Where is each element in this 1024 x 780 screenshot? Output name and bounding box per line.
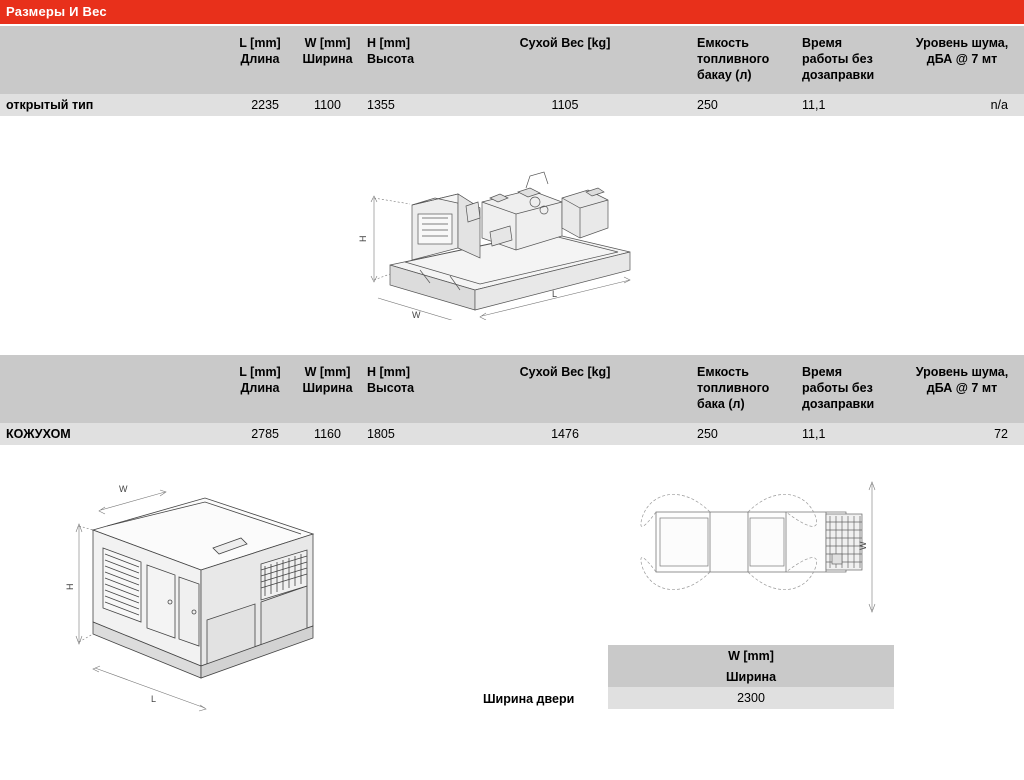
enclosed-header-fuel-tank: Емкость топливного бака (л) bbox=[690, 355, 795, 423]
open-header-fuel-tank: Емкость топливного бакау (л) bbox=[690, 26, 795, 94]
door-width-value: 2300 bbox=[608, 687, 894, 709]
open-header-runtime: Время работы без дозаправки bbox=[795, 26, 900, 94]
open-type-fuel-tank: 250 bbox=[690, 94, 795, 116]
door-width-subheader-row bbox=[608, 666, 894, 687]
enclosed-value-row bbox=[0, 423, 1024, 445]
enclosure-top-view-svg bbox=[630, 470, 880, 640]
enclosed-header-height: H [mm] Высота bbox=[360, 355, 440, 423]
enclosure-iso-drawing bbox=[55, 470, 355, 720]
open-drawing-w-label: W bbox=[412, 310, 421, 320]
open-header-noise: Уровень шума, дБА @ 7 мт bbox=[900, 26, 1024, 94]
top-view-w-label: W bbox=[858, 541, 868, 550]
door-width-label: Ширина двери bbox=[483, 692, 575, 706]
iso-drawing-h-label: H bbox=[65, 583, 75, 590]
open-header-width: W [mm] Ширина bbox=[295, 26, 360, 94]
open-type-header-row bbox=[0, 26, 1024, 94]
enclosure-iso-svg bbox=[55, 470, 355, 720]
door-width-value-row bbox=[608, 687, 894, 709]
enclosed-header-blank bbox=[0, 355, 225, 423]
enclosed-height: 1805 bbox=[360, 423, 440, 445]
enclosed-header-row bbox=[0, 355, 1024, 423]
enclosed-noise: 72 bbox=[900, 423, 1024, 445]
open-type-runtime: 11,1 bbox=[795, 94, 900, 116]
open-type-label: открытый тип bbox=[0, 94, 225, 116]
open-header-blank bbox=[0, 26, 225, 94]
door-width-header-line1: W [mm] bbox=[608, 645, 894, 666]
iso-drawing-w-label: W bbox=[119, 484, 128, 494]
page-title: Размеры И Вес bbox=[0, 0, 1024, 24]
enclosed-runtime: 11,1 bbox=[795, 423, 900, 445]
enclosed-dry-weight: 1476 bbox=[440, 423, 690, 445]
open-header-height: H [mm] Высота bbox=[360, 26, 440, 94]
open-type-spec-table bbox=[0, 26, 1024, 116]
enclosed-label: КОЖУХОМ bbox=[0, 423, 225, 445]
open-type-value-row bbox=[0, 94, 1024, 116]
open-drawing-h-label: H bbox=[358, 235, 368, 242]
enclosure-top-view-drawing bbox=[630, 470, 880, 640]
enclosed-width: 1160 bbox=[295, 423, 360, 445]
iso-drawing-l-label: L bbox=[151, 694, 157, 704]
open-header-dry-weight: Сухой Вес [kg] bbox=[440, 26, 690, 94]
open-type-width: 1100 bbox=[295, 94, 360, 116]
open-header-length: L [mm] Длина bbox=[225, 26, 295, 94]
enclosed-fuel-tank: 250 bbox=[690, 423, 795, 445]
door-width-table bbox=[608, 645, 894, 709]
enclosed-length: 2785 bbox=[225, 423, 295, 445]
open-drawing-l-label: L bbox=[552, 289, 558, 299]
open-type-dry-weight: 1105 bbox=[440, 94, 690, 116]
door-width-header-line2: Ширина bbox=[608, 666, 894, 687]
enclosed-header-noise: Уровень шума, дБА @ 7 мт bbox=[900, 355, 1024, 423]
open-type-drawing-svg bbox=[330, 140, 660, 320]
open-type-drawing bbox=[330, 140, 660, 320]
enclosed-header-dry-weight: Сухой Вес [kg] bbox=[440, 355, 690, 423]
enclosed-header-width: W [mm] Ширина bbox=[295, 355, 360, 423]
enclosed-header-length: L [mm] Длина bbox=[225, 355, 295, 423]
open-type-height: 1355 bbox=[360, 94, 440, 116]
enclosed-spec-table bbox=[0, 355, 1024, 445]
enclosed-header-runtime: Время работы без дозаправки bbox=[795, 355, 900, 423]
door-width-header-row bbox=[608, 645, 894, 666]
open-type-noise: n/a bbox=[900, 94, 1024, 116]
open-type-length: 2235 bbox=[225, 94, 295, 116]
